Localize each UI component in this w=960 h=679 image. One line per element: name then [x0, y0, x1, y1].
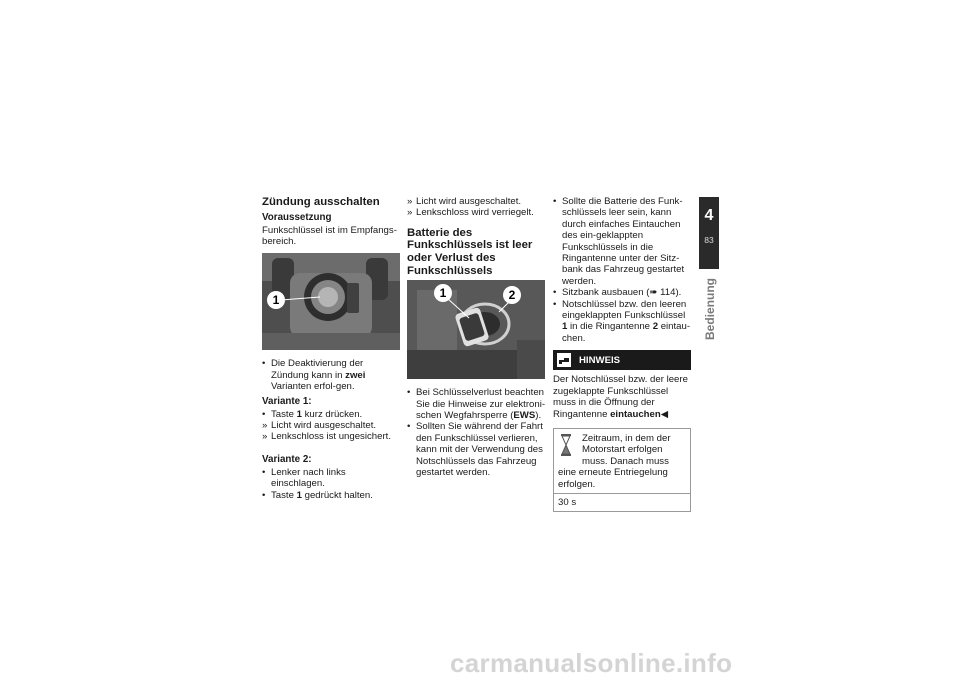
timer-value: 30 s: [558, 496, 577, 508]
variant-1-title: Variante 1:: [262, 395, 312, 407]
chapter-tab: [699, 197, 719, 269]
timer-info-box: [553, 428, 691, 512]
list-item: • Taste 1 kurz drücken.: [262, 408, 363, 420]
prereq-title: Voraussetzung: [262, 211, 332, 223]
hinweis-header: [553, 350, 691, 370]
callout-1: 1: [434, 284, 452, 302]
list-item: • Die Deaktivierung der Zündung kann in zwei Varianten erfol-gen.: [262, 358, 366, 393]
page-number: 83: [704, 235, 714, 245]
heading-batterie-leer: Batterie des Funkschlüssels ist leer oder Verlust des Funkschlüssels: [407, 226, 533, 277]
prereq-text: Funkschlüssel ist im Empfangs-bereich.: [262, 224, 397, 247]
list-item: • Bei Schlüsselverlust beachten Sie die Hinweise zur elektroni-schen Wegfahrsperre (EWS).: [407, 387, 546, 421]
list-item: • Sollte die Batterie des Funk-schlüssels leer sein, kann durch einfaches Eintauchen des ein-geklappten Funkschlüssels in die Ringantenne unter der Sitz-bank das Fahrzeug gestartet werden.: [553, 196, 685, 287]
timer-description: Zeitraum, in dem der Motorstart erfolgen muss. Danach muss eine erneute Entriegelung erfolgen.: [558, 432, 671, 490]
timer-icon: [558, 433, 574, 457]
callout-1: 1: [267, 291, 285, 309]
chapter-number: 4: [704, 207, 714, 224]
column-right: [553, 196, 691, 512]
ignition-switch-photo: [262, 253, 400, 350]
hinweis-hand-icon: [557, 353, 571, 367]
list-item: • Sollten Sie während der Fahrt den Funkschlüssel verlieren, kann mit der Verwendung des Notschlüssels das Fahrzeug gestartet werden.: [407, 421, 543, 479]
variant-2-title: Variante 2:: [262, 453, 312, 465]
list-item: • Taste 1 gedrückt halten.: [262, 489, 373, 501]
result-item: » Licht wird ausgeschaltet.: [262, 420, 377, 432]
hinweis-label: HINWEIS: [579, 354, 621, 366]
callout-2: 2: [503, 286, 521, 304]
heading-zuendung-ausschalten: Zündung ausschalten: [262, 196, 380, 208]
column-left: [262, 196, 400, 504]
list-item: • Lenker nach links einschlagen.: [262, 466, 346, 490]
result-item: » Lenkschloss ist ungesichert.: [262, 431, 391, 443]
watermark: carmanualsonline.info: [450, 648, 733, 678]
column-middle: [407, 196, 546, 481]
hinweis-text: Der Notschlüssel bzw. der leere zugeklappte Funkschlüssel muss in die Öffnung der Ringantenne eintauchen◀: [553, 374, 688, 420]
ring-antenna-photo: [407, 280, 545, 379]
list-item: • Sitzbank ausbauen (➠ 114).: [553, 287, 682, 299]
result-item: » Licht wird ausgeschaltet.: [407, 196, 522, 207]
list-item: • Notschlüssel bzw. den leeren eingeklappten Funkschlüssel 1 in die Ringantenne 2 eintau-chen.: [553, 298, 691, 344]
ring-antenna-illustration: [407, 280, 545, 379]
result-item: » Lenkschloss wird verriegelt.: [407, 207, 534, 219]
bullet-mark: •: [262, 358, 266, 370]
chapter-label: Bedienung: [703, 278, 717, 340]
